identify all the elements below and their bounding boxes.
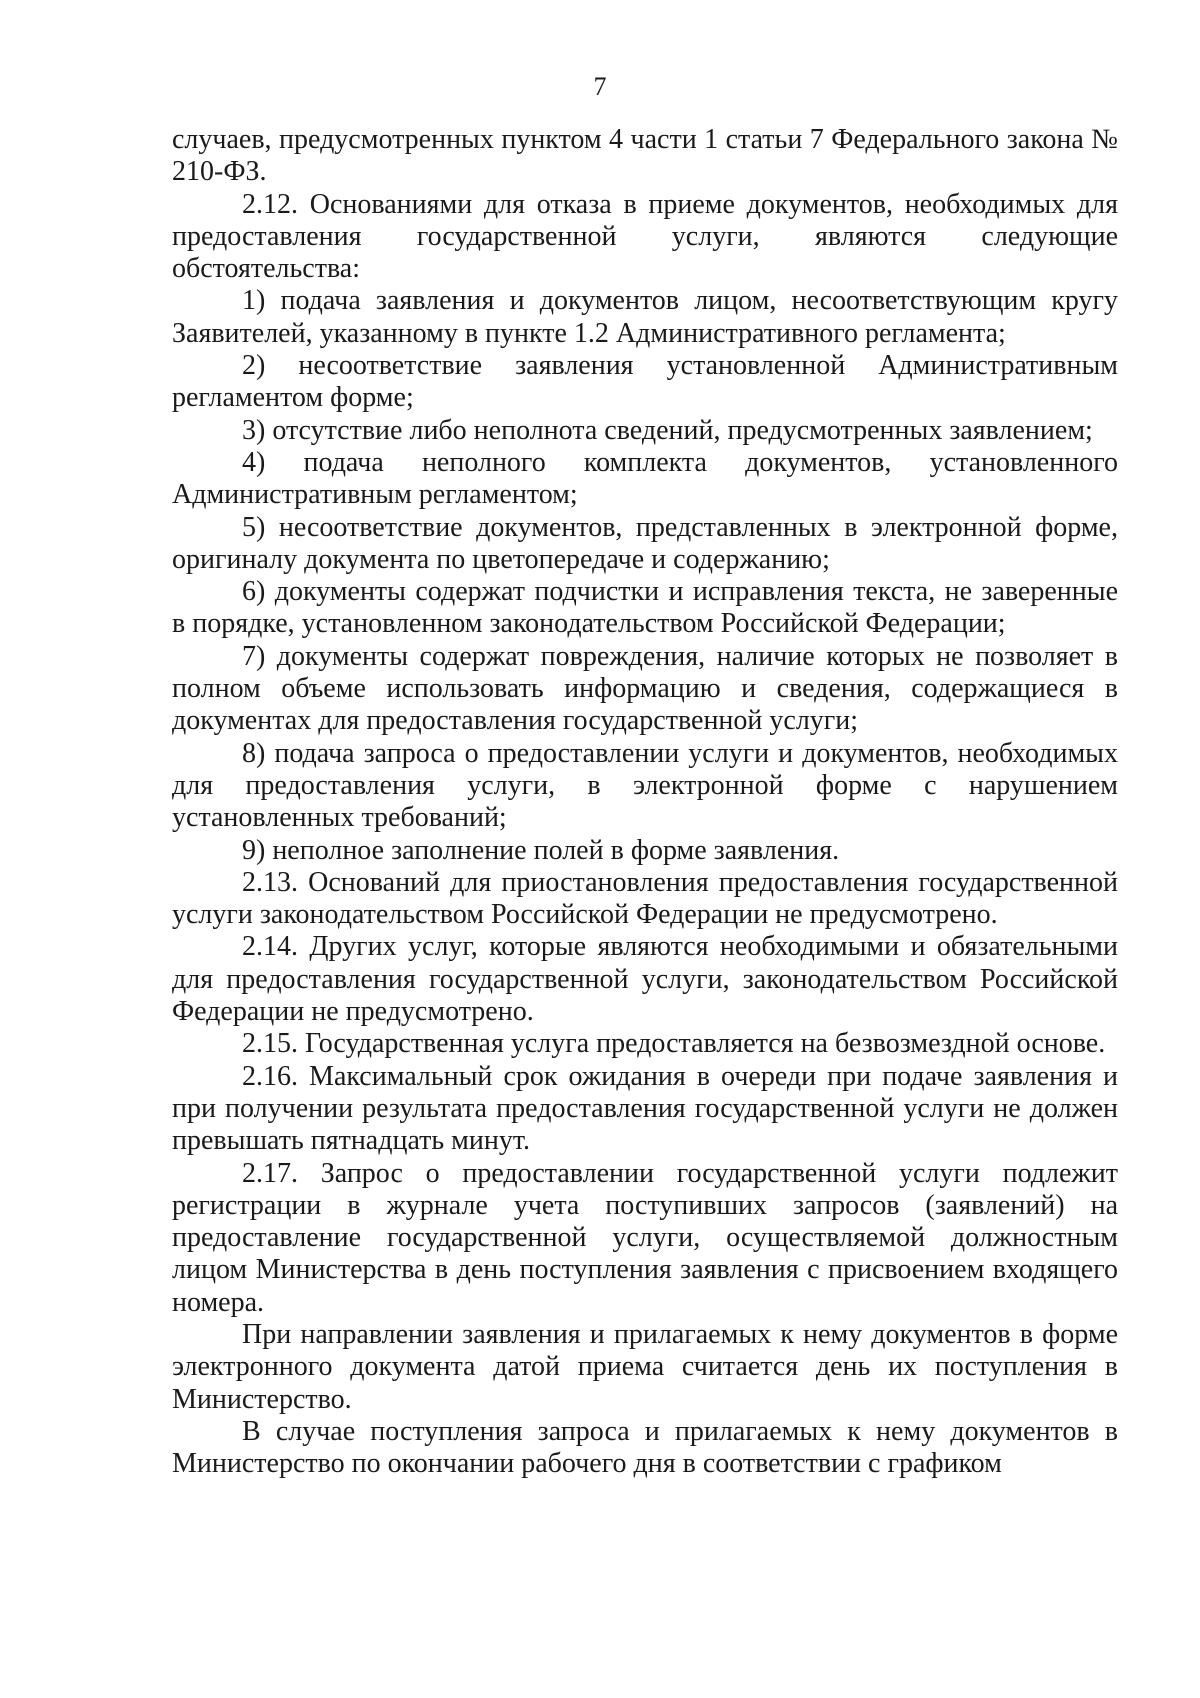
paragraph-continuation: случаев, предусмотренных пунктом 4 части 1 статьи 7 Федерального закона № 210-ФЗ. [172, 124, 1118, 188]
list-item-1: 1) подача заявления и документов лицом, несоответствующим кругу Заявителей, указанному в пункте 1.2 Административного регламента; [172, 285, 1118, 349]
list-item-3: 3) отсутствие либо неполнота сведений, предусмотренных заявлением; [242, 414, 1093, 446]
list-item-2: 2) несоответствие заявления установленной Административным регламентом форме; [172, 350, 1118, 414]
paragraph-2-17: 2.17. Запрос о предоставлении государственной услуги подлежит регистрации в журнале учета поступивших запросов (заявлений) на предоставление государственной услуги, осуществляемой должностным лицом Министерства в день поступления заявления с присвоением входящего номера. [172, 1157, 1118, 1318]
paragraph-electronic-submission: При направлении заявления и прилагаемых к нему документов в форме электронного документа датой приема считается день их поступления в Министерство. [172, 1318, 1118, 1415]
paragraph-2-15: 2.15. Государственная услуга предоставляется на безвозмездной основе. [242, 1028, 1106, 1060]
list-item-7: 7) документы содержат повреждения, наличие которых не позволяет в полном объеме использовать информацию и сведения, содержащиеся в документах для предоставления государственной услуги; [172, 640, 1118, 737]
list-item-6: 6) документы содержат подчистки и исправления текста, не заверенные в порядке, установленном законодательством Российской Федерации; [172, 576, 1118, 640]
paragraph-2-13: 2.13. Оснований для приостановления предоставления государственной услуги законодательством Российской Федерации не предусмотрено. [172, 866, 1118, 931]
list-item-5: 5) несоответствие документов, представленных в электронной форме, оригиналу документа по цветопередаче и содержанию; [172, 511, 1118, 575]
list-item-8: 8) подача запроса о предоставлении услуги и документов, необходимых для предоставления услуги, в электронной форме с нарушением установленных требований; [172, 737, 1118, 834]
paragraph-after-hours: В случае поступления запроса и прилагаемых к нему документов в Министерство по окончании рабочего дня в соответствии с графиком [172, 1415, 1118, 1480]
list-item-9: 9) неполное заполнение полей в форме заявления. [242, 834, 840, 866]
paragraph-2-16: 2.16. Максимальный срок ожидания в очереди при подаче заявления и при получении результата предоставления государственной услуги не должен превышать пятнадцать минут. [172, 1060, 1118, 1157]
page-number: 7 [593, 72, 607, 101]
document-body [172, 124, 1118, 1480]
list-item-4: 4) подача неполного комплекта документов, установленного Административным регламентом; [172, 446, 1118, 511]
paragraph-2-14: 2.14. Других услуг, которые являются необходимыми и обязательными для предоставления государственной услуги, законодательством Российской Федерации не предусмотрено. [172, 931, 1118, 1028]
paragraph-2-12: 2.12. Основаниями для отказа в приеме документов, необходимых для предоставления государственной услуги, являются следующие обстоятельства: [172, 188, 1118, 285]
